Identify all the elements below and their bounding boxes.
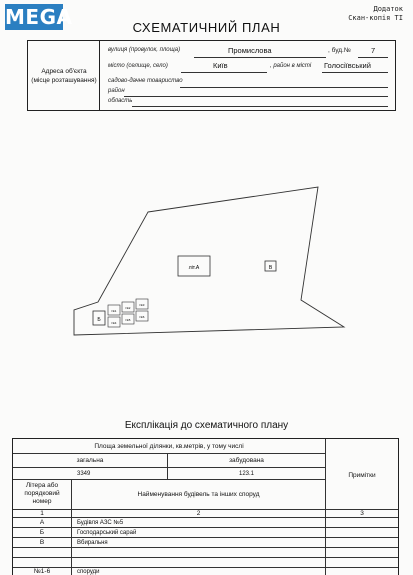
row-litera: В xyxy=(39,539,45,546)
address-block xyxy=(27,40,396,111)
litera-header-line-3: номер xyxy=(32,498,52,505)
district-value: Голосіївський xyxy=(324,61,371,70)
site-plan-drawing xyxy=(60,185,360,345)
raion-label: район xyxy=(108,88,125,94)
built-area-label: забудована xyxy=(229,457,264,464)
explication-title: Експлікація до схематичного плану xyxy=(124,420,289,431)
unit-3-label: №3 xyxy=(139,303,145,307)
unit-6-label: №6 xyxy=(139,315,145,319)
raion-underline xyxy=(124,96,388,97)
row-name: споруди xyxy=(77,569,100,575)
address-left-label xyxy=(30,67,98,85)
garden-underline xyxy=(180,87,388,88)
house-value: 7 xyxy=(371,46,376,55)
corner-note-line-1: Додаток xyxy=(373,5,403,13)
street-value: Промислова xyxy=(228,46,272,55)
litera-header xyxy=(13,482,71,506)
table-rule xyxy=(13,479,325,480)
building-v-label: В xyxy=(268,265,273,271)
table-rule xyxy=(13,467,325,468)
street-underline xyxy=(194,57,326,58)
house-label: , буд.№ xyxy=(328,47,351,54)
garden-label: садово-дачне товариство xyxy=(108,78,183,84)
col-number-3: 3 xyxy=(360,510,364,517)
unit-4-label: №4 xyxy=(111,321,117,325)
address-left-cell xyxy=(28,41,100,110)
row-litera: Б xyxy=(39,529,45,536)
district-underline xyxy=(322,72,388,73)
oblast-label: область xyxy=(108,98,133,104)
unit-1-label: №1 xyxy=(111,309,117,313)
area-header: Площа земельної ділянки, кв.метрів, у тому числі xyxy=(94,443,244,450)
unit-2-label: №2 xyxy=(125,306,131,310)
litera-header-line-1: Літера або xyxy=(25,482,59,489)
row-litera: №1-6 xyxy=(33,568,51,575)
address-left-label-1: Адреса об'єкта xyxy=(41,68,87,75)
litera-header-line-2: порядковий xyxy=(24,490,60,497)
building-b-label: Б xyxy=(97,317,101,323)
name-header: Найменування будівель та інших споруд xyxy=(137,491,260,498)
built-area-value: 123.1 xyxy=(239,471,255,477)
explication-table xyxy=(12,438,399,575)
row-name: Господарський сарай xyxy=(77,530,137,536)
street-label: вулиця (провулок, площа) xyxy=(108,47,181,53)
row-litera: А xyxy=(39,519,45,526)
city-underline xyxy=(181,72,267,73)
document-title: СХЕМАТИЧНИЙ ПЛАН xyxy=(132,20,281,35)
table-rule xyxy=(13,453,325,454)
col-number-2: 2 xyxy=(196,510,201,517)
total-area-label: загальна xyxy=(76,457,104,464)
notes-header: Примітки xyxy=(348,472,376,479)
total-area-value: 3349 xyxy=(77,471,91,477)
col-number-1: 1 xyxy=(40,510,44,517)
city-value: Київ xyxy=(213,61,228,70)
oblast-underline xyxy=(132,106,388,107)
main-building-label: літ.А xyxy=(188,265,200,271)
city-label: місто (селище, село) xyxy=(108,63,168,69)
house-underline xyxy=(358,57,388,58)
unit-5-label: №5 xyxy=(125,318,131,322)
logo-text: MEGA xyxy=(5,5,73,29)
corner-note-line-2: Скан-копія ТІ xyxy=(348,14,403,22)
row-name: Будівля АЗС №5 xyxy=(77,520,124,526)
address-left-label-2: (місце розташування) xyxy=(31,77,97,84)
district-label: , район в місті xyxy=(270,63,312,69)
table-rule-vertical xyxy=(325,439,326,575)
row-name: Вбиральня xyxy=(77,540,108,546)
